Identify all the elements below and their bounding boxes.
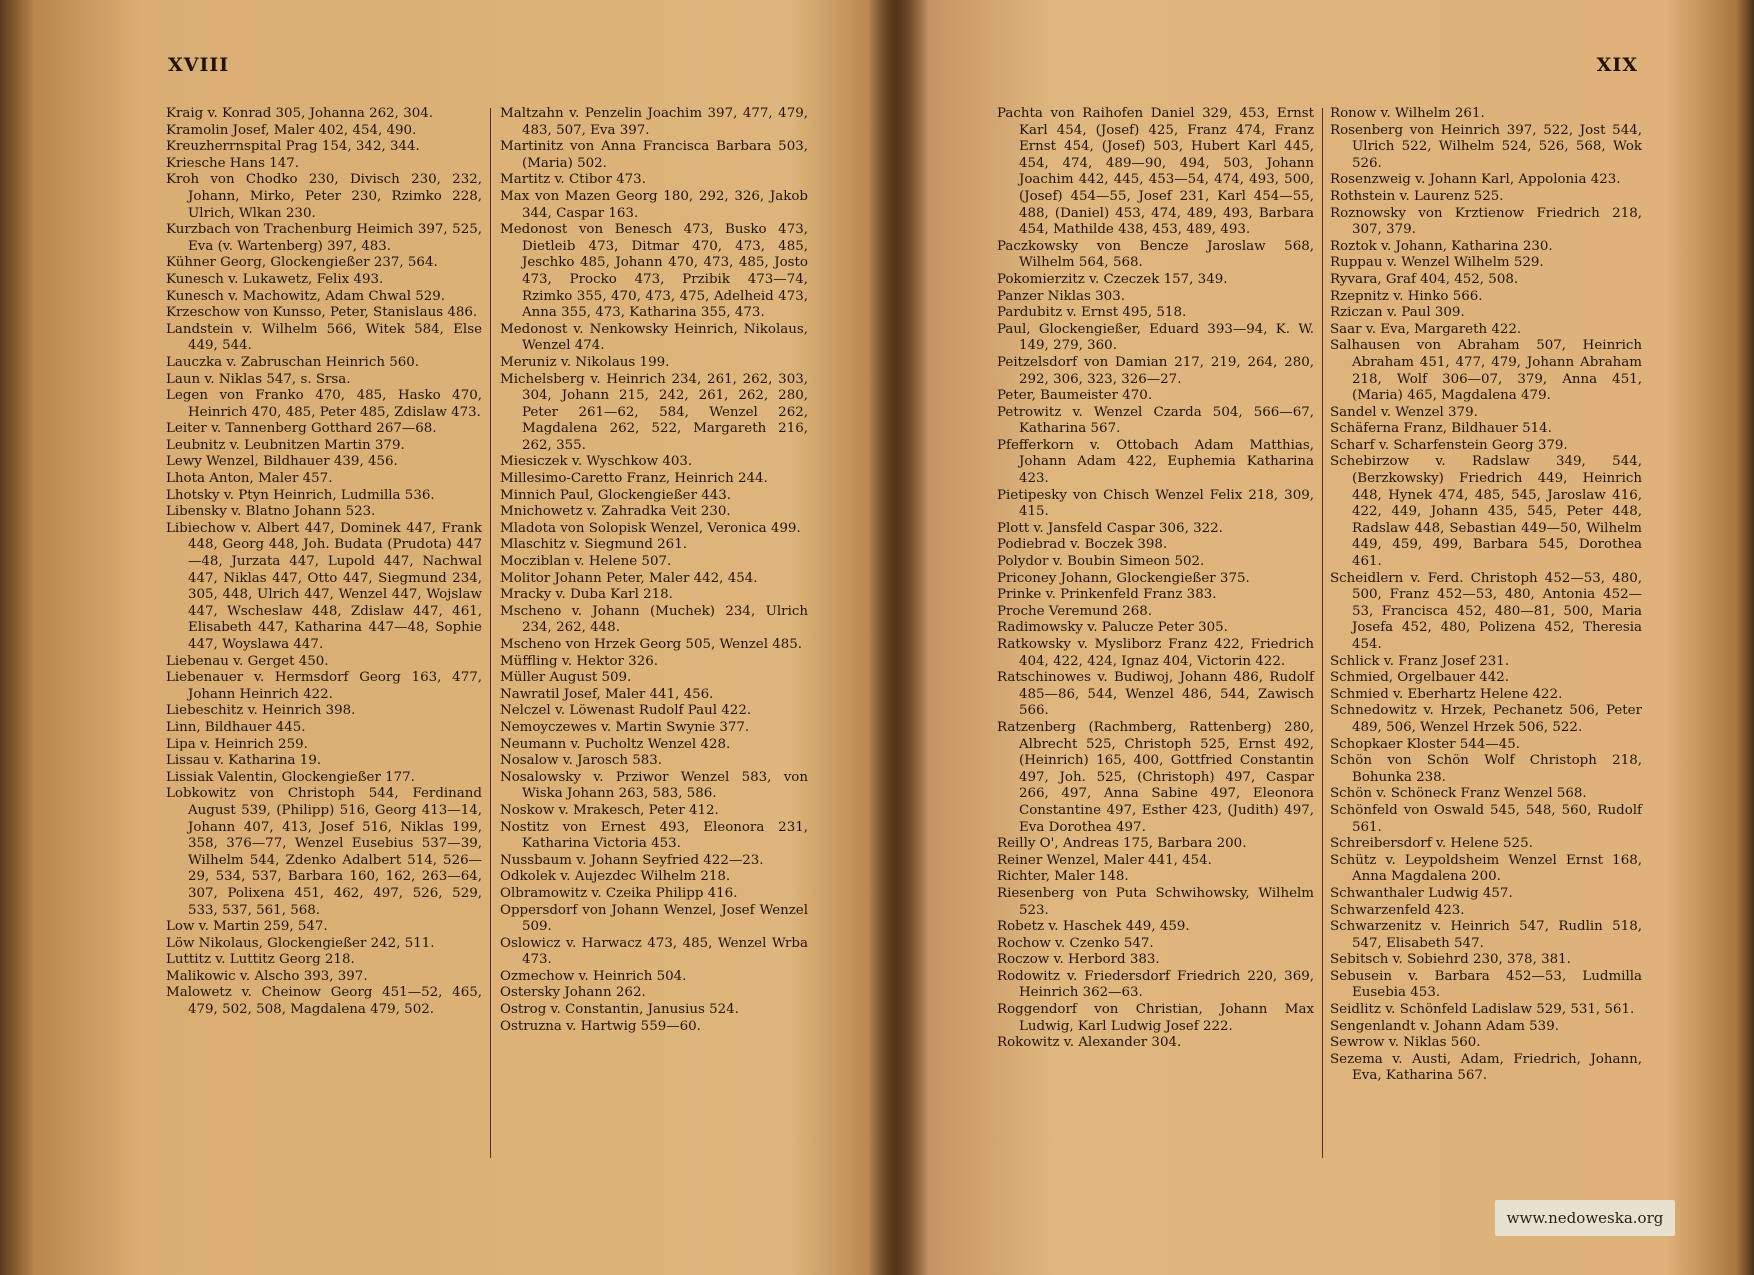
index-entry: Ostersky Johann 262. xyxy=(500,985,646,1001)
index-entry: Schreibersdorf v. Helene 525. xyxy=(1330,836,1533,852)
index-column xyxy=(166,106,482,1019)
page-number-right: XIX xyxy=(1596,54,1638,76)
index-entry: Medonost von Benesch 473, Busko 473, Dietleib 473, Ditmar 470, 473, 485, Jeschko 485, Johann 470, 473, 485, Josto 473, Procko 473, Przibik 473—74, Rzimko 355, 470, 473, 475, Adelheid 473, Anna 355, 473, Katharina 355, 473. xyxy=(500,222,808,321)
index-entry: Millesimo-Caretto Franz, Heinrich 244. xyxy=(500,471,768,487)
index-entry: Prinke v. Prinkenfeld Franz 383. xyxy=(997,587,1217,603)
index-entry: Ratzenberg (Rachmberg, Rattenberg) 280, Albrecht 525, Christoph 525, Ernst 492, (Heinrich) 165, 400, Gottfried Constantin 497, Joh. 525, (Christoph) 497, Caspar 266, 497, Anna Sabine 497, Eleonora Constantine 497, Esther 423, (Judith) 497, Eva Dorothea 497. xyxy=(997,719,1314,835)
index-entry: Nussbaum v. Johann Seyfried 422—23. xyxy=(500,852,764,868)
index-entry: Olbramowitz v. Czeika Philipp 416. xyxy=(500,885,738,901)
index-entry: Schäferna Franz, Bildhauer 514. xyxy=(1330,421,1552,437)
index-entry: Linn, Bildhauer 445. xyxy=(166,719,306,735)
index-entry: Nostitz von Ernest 493, Eleonora 231, Katharina Victoria 453. xyxy=(500,819,808,852)
index-entry: Plott v. Jansfeld Caspar 306, 322. xyxy=(997,520,1223,536)
index-entry: Lhotsky v. Ptyn Heinrich, Ludmilla 536. xyxy=(166,487,435,503)
index-entry: Rodowitz v. Friedersdorf Friedrich 220, 369, Heinrich 362—63. xyxy=(997,968,1314,1001)
index-entry: Nelczel v. Löwenast Rudolf Paul 422. xyxy=(500,703,752,719)
index-entry: Paul, Glockengießer, Eduard 393—94, K. W. 149, 279, 360. xyxy=(997,321,1314,354)
index-entry: Rothstein v. Laurenz 525. xyxy=(1330,188,1504,204)
index-entry: Schönfeld von Oswald 545, 548, 560, Rudolf 561. xyxy=(1330,802,1642,835)
index-entry: Kramolin Josef, Maler 402, 454, 490. xyxy=(166,122,417,138)
index-entry: Lauczka v. Zabruschan Heinrich 560. xyxy=(166,354,420,370)
index-entry: Schmied v. Eberhartz Helene 422. xyxy=(1330,686,1563,702)
index-entry: Meruniz v. Nikolaus 199. xyxy=(500,354,670,370)
index-entry: Pardubitz v. Ernst 495, 518. xyxy=(997,305,1187,321)
index-entry: Kurzbach von Trachenburg Heimich 397, 525, Eva (v. Wartenberg) 397, 483. xyxy=(166,222,482,254)
index-entry: Mnichowetz v. Zahradka Veit 230. xyxy=(500,504,731,520)
index-entry: Rochow v. Czenko 547. xyxy=(997,935,1154,951)
index-entry: Lewy Wenzel, Bildhauer 439, 456. xyxy=(166,454,398,470)
index-entry: Schwarzenfeld 423. xyxy=(1330,902,1465,918)
index-entry: Michelsberg v. Heinrich 234, 261, 262, 303, 304, Johann 215, 242, 261, 262, 280, Peter 261—62, 584, Wenzel 262, Magdalena 262, 522, Margareth 216, 262, 355. xyxy=(500,371,808,453)
index-entry: Liebenau v. Gerget 450. xyxy=(166,653,329,669)
book-gutter xyxy=(868,0,928,1275)
index-entry: Nosalow v. Jarosch 583. xyxy=(500,753,663,769)
index-entry: Luttitz v. Luttitz Georg 218. xyxy=(166,952,355,968)
index-entry: Kunesch v. Lukawetz, Felix 493. xyxy=(166,271,384,287)
index-entry: Lobkowitz von Christoph 544, Ferdinand August 539, (Philipp) 516, Georg 413—14, Johann 407, 413, Josef 516, Niklas 199, 358, 376—77, Wenzel Eusebius 537—39, Wilhelm 544, Zdenko Adalbert 514, 526—29, 534, 537, Barbara 160, 162, 263—64, 307, Polixena 451, 462, 497, 526, 529, 533, 537, 561, 568. xyxy=(166,786,482,918)
index-entry: Ryvara, Graf 404, 452, 508. xyxy=(1330,271,1519,287)
index-entry: Polydor v. Boubin Simeon 502. xyxy=(997,554,1205,570)
index-entry: Krzeschow von Kunsso, Peter, Stanislaus 486. xyxy=(166,305,478,321)
index-entry: Schopkaer Kloster 544—45. xyxy=(1330,736,1521,752)
index-entry: Ruppau v. Wenzel Wilhelm 529. xyxy=(1330,255,1544,271)
index-entry: Saar v. Eva, Margareth 422. xyxy=(1330,321,1522,337)
index-entry: Reilly O', Andreas 175, Barbara 200. xyxy=(997,836,1247,852)
index-entry: Rziczan v. Paul 309. xyxy=(1330,305,1465,321)
index-entry: Ratschinowes v. Budiwoj, Johann 486, Rudolf 485—86, 544, Wenzel 486, 544, Zawisch 566. xyxy=(997,670,1314,719)
column-divider xyxy=(1322,108,1323,1158)
index-entry: Mladota von Solopisk Wenzel, Veronica 499. xyxy=(500,520,801,536)
index-entry: Ostruzna v. Hartwig 559—60. xyxy=(500,1018,701,1034)
index-entry: Oppersdorf von Johann Wenzel, Josef Wenzel 509. xyxy=(500,902,808,935)
index-entry: Mscheno v. Johann (Muchek) 234, Ulrich 234, 262, 448. xyxy=(500,603,808,636)
index-entry: Robetz v. Haschek 449, 459. xyxy=(997,919,1190,935)
index-entry: Liebeschitz v. Heinrich 398. xyxy=(166,703,356,719)
index-entry: Landstein v. Wilhelm 566, Witek 584, Else 449, 544. xyxy=(166,321,482,354)
index-column xyxy=(500,106,808,1035)
index-entry: Rzepnitz v. Hinko 566. xyxy=(1330,288,1483,304)
index-entry: Proche Veremund 268. xyxy=(997,603,1153,619)
index-entry: Pietipesky von Chisch Wenzel Felix 218, 309, 415. xyxy=(997,487,1314,520)
index-entry: Sebusein v. Barbara 452—53, Ludmilla Eusebia 453. xyxy=(1330,968,1642,1001)
index-entry: Schnedowitz v. Hrzek, Pechanetz 506, Peter 489, 506, Wenzel Hrzek 506, 522. xyxy=(1330,703,1642,735)
index-entry: Roggendorf von Christian, Johann Max Ludwig, Karl Ludwig Josef 222. xyxy=(997,1002,1314,1034)
index-entry: Sebitsch v. Sobiehrd 230, 378, 381. xyxy=(1330,952,1571,968)
index-entry: Ozmechow v. Heinrich 504. xyxy=(500,968,687,984)
index-entry: Sezema v. Austi, Adam, Friedrich, Johann, Eva, Katharina 567. xyxy=(1330,1051,1642,1084)
watermark-label: www.nedoweska.org xyxy=(1495,1200,1675,1236)
index-entry: Ratkowsky v. Mysliborz Franz 422, Friedrich 404, 422, 424, Ignaz 404, Victorin 422. xyxy=(997,637,1314,669)
index-entry: Kühner Georg, Glockengießer 237, 564. xyxy=(166,255,438,271)
index-entry: Rosenberg von Heinrich 397, 522, Jost 544, Ulrich 522, Wilhelm 524, 526, 568, Wok 526. xyxy=(1330,122,1642,171)
index-entry: Scharf v. Scharfenstein Georg 379. xyxy=(1330,437,1568,453)
index-entry: Lissau v. Katharina 19. xyxy=(166,753,322,769)
index-entry: Kreuzherrnspital Prag 154, 342, 344. xyxy=(166,139,420,155)
index-entry: Peter, Baumeister 470. xyxy=(997,388,1153,404)
index-entry: Kraig v. Konrad 305, Johanna 262, 304. xyxy=(166,106,434,121)
index-entry: Löw Nikolaus, Glockengießer 242, 511. xyxy=(166,935,435,951)
index-entry: Martitz v. Ctibor 473. xyxy=(500,172,646,188)
index-entry: Paczkowsky von Bencze Jaroslaw 568, Wilhelm 564, 568. xyxy=(997,238,1314,271)
index-entry: Lhota Anton, Maler 457. xyxy=(166,471,333,487)
index-entry: Mocziblan v. Helene 507. xyxy=(500,554,672,570)
index-entry: Schwarzenitz v. Heinrich 547, Rudlin 518, 547, Elisabeth 547. xyxy=(1330,919,1642,951)
index-entry: Müffling v. Hektor 326. xyxy=(500,653,658,669)
index-entry: Neumann v. Pucholtz Wenzel 428. xyxy=(500,736,731,752)
index-entry: Leubnitz v. Leubnitzen Martin 379. xyxy=(166,437,405,453)
index-entry: Pachta von Raihofen Daniel 329, 453, Ernst Karl 454, (Josef) 425, Franz 474, Franz Ernst 454, (Josef) 503, Hubert Karl 445, 454, 474, 489—90, 494, 503, Johann Joachim 442, 445, 453—54, 474, 493, 500, (Josef) 454—55, Josef 231, Karl 454—55, 488, (Daniel) 453, 474, 489, 493, Barbara 454, Mathilde 438, 453, 489, 493. xyxy=(997,106,1314,238)
index-entry: Petrowitz v. Wenzel Czarda 504, 566—67, Katharina 567. xyxy=(997,404,1314,437)
index-entry: Schwanthaler Ludwig 457. xyxy=(1330,885,1513,901)
index-entry: Max von Mazen Georg 180, 292, 326, Jakob 344, Caspar 163. xyxy=(500,188,808,221)
index-entry: Roztok v. Johann, Katharina 230. xyxy=(1330,238,1553,254)
index-entry: Radimowsky v. Palucze Peter 305. xyxy=(997,620,1228,636)
right-page xyxy=(900,0,1754,1275)
index-entry: Mracky v. Duba Karl 218. xyxy=(500,587,673,603)
index-column xyxy=(1330,106,1642,1085)
index-entry: Müller August 509. xyxy=(500,670,632,686)
index-entry: Liebenauer v. Hermsdorf Georg 163, 477, Johann Heinrich 422. xyxy=(166,670,482,702)
index-entry: Peitzelsdorf von Damian 217, 219, 264, 280, 292, 306, 323, 326—27. xyxy=(997,354,1314,387)
index-entry: Seidlitz v. Schönfeld Ladislaw 529, 531, 561. xyxy=(1330,1002,1635,1018)
index-entry: Laun v. Niklas 547, s. Srsa. xyxy=(166,371,351,387)
index-entry: Kriesche Hans 147. xyxy=(166,155,300,171)
index-entry: Podiebrad v. Boczek 398. xyxy=(997,537,1168,553)
index-entry: Sewrow v. Niklas 560. xyxy=(1330,1035,1481,1051)
index-entry: Lissiak Valentin, Glockengießer 177. xyxy=(166,769,415,785)
index-entry: Kunesch v. Machowitz, Adam Chwal 529. xyxy=(166,288,446,304)
index-entry: Nemoyczewes v. Martin Swynie 377. xyxy=(500,719,750,735)
index-entry: Riesenberg von Puta Schwihowsky, Wilhelm 523. xyxy=(997,885,1314,918)
index-entry: Pokomierzitz v. Czeczek 157, 349. xyxy=(997,271,1228,287)
index-entry: Medonost v. Nenkowsky Heinrich, Nikolaus, Wenzel 474. xyxy=(500,321,808,354)
column-divider xyxy=(490,108,491,1158)
index-entry: Legen von Franko 470, 485, Hasko 470, Heinrich 470, 485, Peter 485, Zdislaw 473. xyxy=(166,388,482,420)
index-entry: Rosenzweig v. Johann Karl, Appolonia 423. xyxy=(1330,172,1621,188)
index-entry: Roznowsky von Krztienow Friedrich 218, 307, 379. xyxy=(1330,205,1642,238)
index-entry: Reiner Wenzel, Maler 441, 454. xyxy=(997,852,1212,868)
index-entry: Schlick v. Franz Josef 231. xyxy=(1330,653,1510,669)
index-entry: Rokowitz v. Alexander 304. xyxy=(997,1035,1182,1051)
index-entry: Martinitz von Anna Francisca Barbara 503, (Maria) 502. xyxy=(500,139,808,171)
index-entry: Scheidlern v. Ferd. Christoph 452—53, 480, 500, Franz 452—53, 480, Antonia 452—53, Francisca 452, 480—81, 500, Maria Josefa 452, 480, Polizena 452, Theresia 454. xyxy=(1330,570,1642,652)
index-entry: Lipa v. Heinrich 259. xyxy=(166,736,308,752)
index-entry: Malowetz v. Cheinow Georg 451—52, 465, 479, 502, 508, Magdalena 479, 502. xyxy=(166,985,482,1018)
index-entry: Schütz v. Leypoldsheim Wenzel Ernst 168, Anna Magdalena 200. xyxy=(1330,852,1642,885)
index-entry: Libensky v. Blatno Johann 523. xyxy=(166,504,376,520)
index-entry: Low v. Martin 259, 547. xyxy=(166,919,328,935)
index-entry: Ostrog v. Constantin, Janusius 524. xyxy=(500,1002,739,1018)
index-entry: Sandel v. Wenzel 379. xyxy=(1330,404,1478,420)
index-entry: Noskow v. Mrakesch, Peter 412. xyxy=(500,802,719,818)
index-entry: Salhausen von Abraham 507, Heinrich Abraham 451, 477, 479, Johann Abraham 218, Wolf 306—07, 379, Anna 451, (Maria) 465, Magdalena 479. xyxy=(1330,338,1642,404)
index-entry: Oslowicz v. Harwacz 473, 485, Wenzel Wrba 473. xyxy=(500,935,808,968)
index-entry: Leiter v. Tannenberg Gotthard 267—68. xyxy=(166,421,437,437)
index-entry: Priconey Johann, Glockengießer 375. xyxy=(997,570,1250,586)
index-column xyxy=(997,106,1314,1052)
index-entry: Nawratil Josef, Maler 441, 456. xyxy=(500,686,714,702)
index-entry: Schmied, Orgelbauer 442. xyxy=(1330,670,1510,686)
index-entry: Panzer Niklas 303. xyxy=(997,288,1125,304)
index-entry: Malikowic v. Alscho 393, 397. xyxy=(166,968,368,984)
index-entry: Sengenlandt v. Johann Adam 539. xyxy=(1330,1018,1559,1034)
index-entry: Molitor Johann Peter, Maler 442, 454. xyxy=(500,570,758,586)
index-entry: Kroh von Chodko 230, Divisch 230, 232, Johann, Mirko, Peter 230, Rzimko 228, Ulrich, Wlkan 230. xyxy=(166,172,482,221)
index-entry: Pfefferkorn v. Ottobach Adam Matthias, Johann Adam 422, Euphemia Katharina 423. xyxy=(997,437,1314,487)
index-entry: Nosalowsky v. Prziwor Wenzel 583, von Wiska Johann 263, 583, 586. xyxy=(500,769,808,802)
index-entry: Minnich Paul, Glockengießer 443. xyxy=(500,487,732,503)
index-entry: Mlaschitz v. Siegmund 261. xyxy=(500,537,687,553)
index-entry: Schön v. Schöneck Franz Wenzel 568. xyxy=(1330,786,1587,802)
index-entry: Roczow v. Herbord 383. xyxy=(997,952,1160,968)
index-entry: Odkolek v. Aujezdec Wilhelm 218. xyxy=(500,869,731,885)
index-entry: Schebirzow v. Radslaw 349, 544, (Berzkowsky) Friedrich 449, Heinrich 448, Hynek 474, 485, 545, Jaroslaw 416, 422, 449, Johann 435, 545, Peter 448, Radslaw 448, Sebastian 449—50, Wilhelm 449, 459, 499, Barbara 545, Dorothea 461. xyxy=(1330,454,1642,570)
index-entry: Mscheno von Hrzek Georg 505, Wenzel 485. xyxy=(500,637,803,652)
index-entry: Richter, Maler 148. xyxy=(997,869,1129,885)
index-entry: Schön von Schön Wolf Christoph 218, Bohunka 238. xyxy=(1330,753,1642,785)
page-number-left: XVIII xyxy=(168,54,230,76)
index-entry: Ronow v. Wilhelm 261. xyxy=(1330,106,1485,121)
index-entry: Libiechow v. Albert 447, Dominek 447, Frank 448, Georg 448, Joh. Budata (Prudota) 447—48, Jurzata 447, Lupold 447, Nachwal 447, Niklas 447, Otto 447, Siegmund 234, 305, 448, Ulrich 447, Wenzel 447, Wojslaw 447, Wscheslaw 448, Zdislaw 447, 461, Elisabeth 447, Katharina 447—48, Sophie 447, Woyslawa 447. xyxy=(166,520,482,652)
index-entry: Maltzahn v. Penzelin Joachim 397, 477, 479, 483, 507, Eva 397. xyxy=(500,106,808,138)
index-entry: Miesiczek v. Wyschkow 403. xyxy=(500,454,693,470)
